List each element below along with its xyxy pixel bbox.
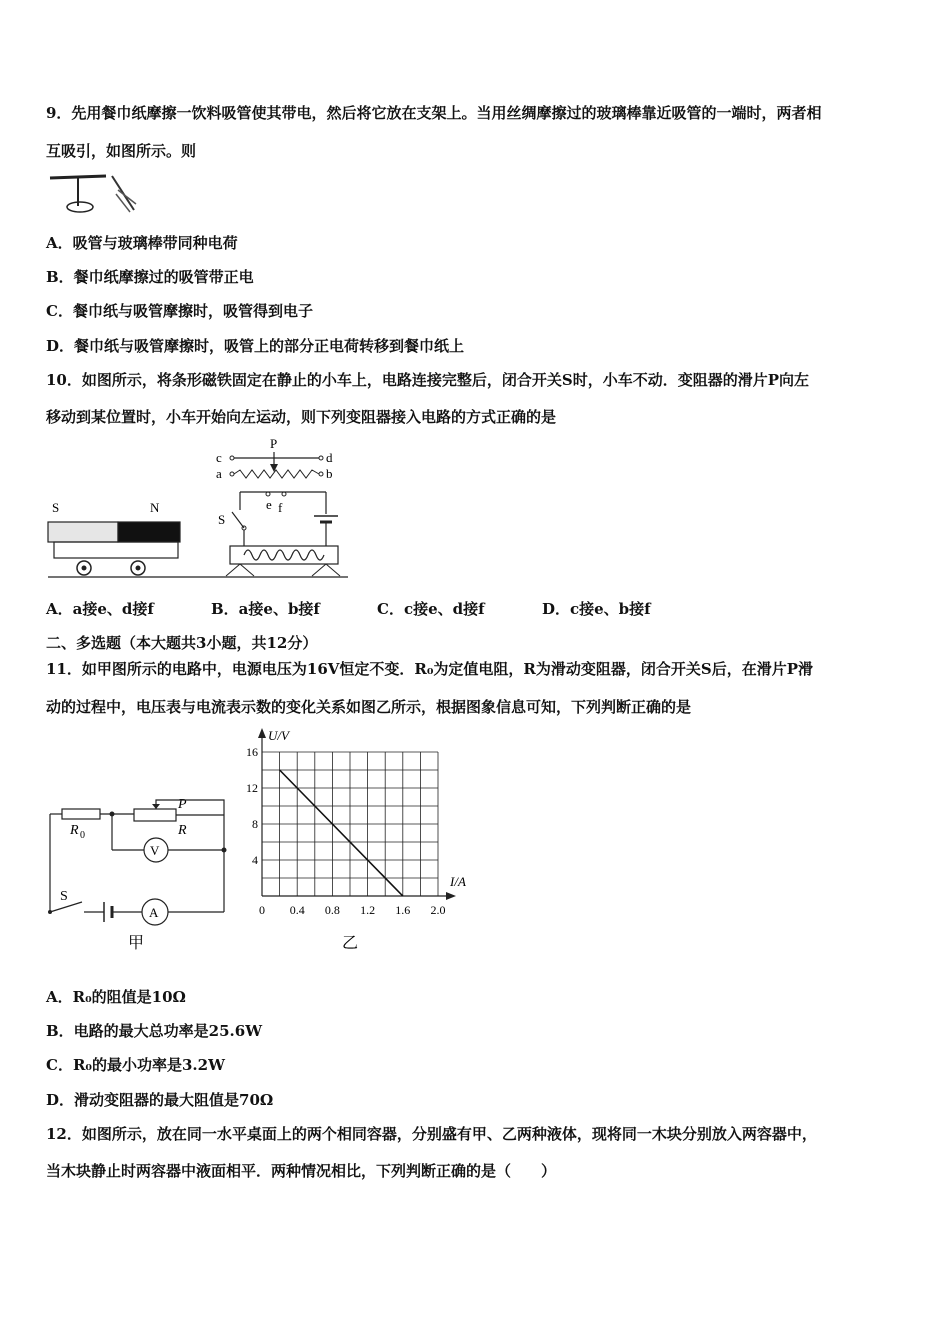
x-tick-label: 0 (259, 903, 265, 917)
label-e: e (266, 497, 272, 512)
chart-caption: 乙 (342, 935, 359, 952)
label-s: S (60, 889, 68, 904)
label-switch-s: S (218, 512, 226, 527)
q10-option-a: A．a接e、d接f (46, 600, 154, 618)
resistor-coil (234, 470, 319, 478)
q12-line1: 12．如图所示，放在同一水平桌面上的两个相同容器，分别盛有甲、乙两种液体，现将同一木块分别放入两容器中， (46, 1125, 817, 1143)
label-p: P (178, 797, 187, 812)
q11-option-c: C．R₀的最小功率是3.2W (46, 1056, 225, 1074)
y-tick-label: 8 (252, 817, 258, 831)
label-n-pole: N (150, 500, 160, 515)
q11-circuit-diagram (40, 790, 240, 956)
label-r0: R (70, 823, 79, 838)
q9-line1: 9．先用餐巾纸摩擦一饮料吸管使其带电，然后将它放在支架上。当用丝绸摩擦过的玻璃棒靠近吸管的一端时，两者相 (46, 104, 822, 122)
label-d: d (326, 450, 333, 465)
q11-line2: 动的过程中，电压表与电流表示数的变化关系如图乙所示，根据图象信息可知，下列判断正确的是 (46, 698, 692, 716)
label-a: a (216, 466, 222, 481)
label-b: b (326, 466, 333, 481)
q10-line2: 移动到某位置时，小车开始向左运动，则下列变阻器接入电路的方式正确的是 (46, 408, 557, 426)
chart-grid (262, 752, 438, 896)
q11-option-b: B．电路的最大总功率是25.6W (46, 1022, 263, 1040)
q10-option-c: C．c接e、d接f (377, 600, 485, 618)
label-a: A (149, 905, 159, 920)
q10-line1: 10．如图所示，将条形磁铁固定在静止的小车上，电路连接完整后，闭合开关S时，小车不动．变阻器的滑片P向左 (46, 371, 809, 389)
resistor-r0 (62, 809, 100, 819)
x-axis-arrow (446, 892, 456, 900)
x-tick-label: 0.4 (289, 903, 305, 917)
q9-option-b: B．餐巾纸摩擦过的吸管带正电 (46, 268, 254, 286)
x-tick-label: 1.2 (360, 903, 376, 917)
q9-figure-straw-stand (46, 168, 142, 218)
circuit-caption: 甲 (128, 935, 145, 952)
q12-line2: 当木块静止时两容器中液面相平．两种情况相比，下列判断正确的是（ ） (46, 1162, 557, 1180)
label-p: P (270, 436, 278, 451)
label-c: c (216, 450, 222, 465)
q9-option-d: D．餐巾纸与吸管摩擦时，吸管上的部分正电荷转移到餐巾纸上 (46, 337, 465, 355)
rheostat-r (134, 809, 176, 821)
q11-line1: 11．如甲图所示的电路中，电源电压为16V恒定不变．R₀为定值电阻，R为滑动变阻器，闭合开关S后，在滑片P滑 (46, 660, 814, 678)
label-f: f (278, 500, 283, 515)
bar-magnet-s (48, 522, 118, 542)
q10-option-b: B．a接e、b接f (211, 600, 320, 618)
q10-figure-magnet-cart-circuit (44, 432, 354, 582)
cart-body (54, 542, 178, 558)
y-tick-label: 4 (252, 853, 258, 867)
label-v: V (150, 843, 160, 858)
x-tick-label: 2.0 (430, 903, 446, 917)
q11-option-a: A．R₀的阻值是10Ω (46, 988, 186, 1006)
x-axis-label: I/A (450, 874, 466, 889)
y-axis-arrow (258, 728, 266, 738)
label-r: R (178, 823, 187, 838)
q11-ui-graph (236, 722, 476, 954)
straw (50, 176, 106, 178)
y-tick-label: 16 (246, 745, 258, 759)
x-tick-label: 0.8 (324, 903, 340, 917)
q9-line2: 互吸引，如图所示。则 (46, 142, 197, 160)
chart-series (280, 770, 403, 896)
q9-option-c: C．餐巾纸与吸管摩擦时，吸管得到电子 (46, 302, 313, 320)
solenoid-coil (244, 550, 324, 560)
chart-ticks (246, 745, 446, 917)
y-axis-label: U/V (268, 728, 289, 743)
section-title-multiple-choice: 二、多选题（本大题共3小题，共12分） (46, 634, 318, 652)
switch-blade (232, 512, 244, 528)
y-tick-label: 12 (246, 781, 258, 795)
q10-option-d: D．c接e、b接f (542, 600, 651, 618)
series-line (280, 770, 403, 896)
bar-magnet-n (118, 522, 180, 542)
q11-option-d: D．滑动变阻器的最大阻值是70Ω (46, 1091, 274, 1109)
q9-option-a: A．吸管与玻璃棒带同种电荷 (46, 234, 238, 252)
x-tick-label: 1.6 (395, 903, 411, 917)
label-r0-sub: 0 (80, 830, 85, 841)
chart-axes (258, 728, 456, 900)
label-s-pole: S (52, 500, 60, 515)
